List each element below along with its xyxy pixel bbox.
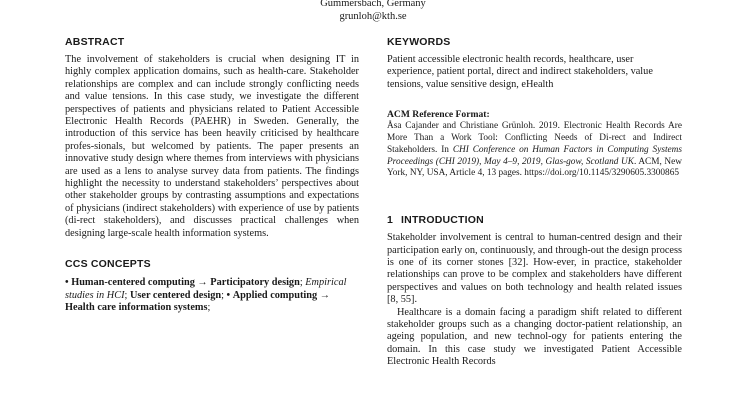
acm-reference-text [387, 121, 682, 180]
acm-reference-venue: CHI Conference on Human Factors in Computing Systems Proceedings (CHI 2019), May 4–9, 2019, Glas-gow, Scotland UK [387, 144, 682, 167]
ccs-bullet: • [226, 289, 231, 301]
ccs-arrow: → [319, 289, 331, 301]
abstract-heading: ABSTRACT [65, 36, 125, 48]
right-column [387, 36, 682, 369]
left-column [65, 36, 359, 314]
ccs-heading: CCS CONCEPTS [65, 258, 151, 271]
ccs-term: Empirical studies in HCI [65, 277, 347, 301]
ccs-term: User centered design [129, 289, 222, 301]
section-title: INTRODUCTION [401, 214, 484, 227]
ccs-arrow: → [197, 277, 208, 289]
ccs-bullet: • [65, 277, 69, 289]
ccs-separator: ; [221, 289, 224, 301]
keywords-text: Patient accessible electronic health records, healthcare, user experience, patient portal, direct and indirect stakeholders, value tensions, value sensitive design, eHealth [387, 54, 653, 90]
introduction-paragraph: Healthcare is a domain facing a paradigm shift related to different stakeholder groups such as a changing doctor-patient relationship, an ageing population, and new technol-ogy for patients entering the domain. In this case study we investigated Patient Accessible Electronic Health Records [387, 306, 682, 368]
ccs-term: Health care information systems [65, 301, 208, 313]
ccs-separator: ; [299, 277, 303, 289]
affiliation-city: Gummersbach, Germany [320, 0, 426, 9]
ccs-term: Human-centered computing [71, 277, 195, 289]
introduction-paragraph: Stakeholder involvement is central to human-centred design and their participation early on, continuously, and through-out the design process is one of its corner stones [32]. How-ever, in practice, stakeholder relationships can prove to be complex and stakeholders have different perspectives and values on both technology and health related issues [8, 55]. [387, 232, 683, 306]
keywords-heading: KEYWORDS [387, 36, 451, 48]
author-email: grunloh@kth.se [339, 11, 407, 22]
acm-reference-authors: Åsa Cajander and Christiane Grünloh. 2019. Electronic Health Records Are More Than a Work Tool: Conflicting Needs of Di-rect and Indirect Stakeholders. In [387, 121, 682, 155]
ccs-term: Participatory design [210, 277, 300, 289]
ccs-term: Applied computing [232, 289, 318, 301]
ccs-concepts [65, 277, 359, 314]
ccs-separator: ; [207, 301, 211, 313]
acm-reference-rest: . ACM, New York, NY, USA, Article 4, 13 pages. https://doi.org/10.1145/3290605.3300865 [387, 156, 682, 179]
introduction-heading [387, 214, 682, 227]
acm-reference-heading: ACM Reference Format: [387, 109, 490, 121]
ccs-separator: ; [124, 289, 128, 301]
section-number: 1 [387, 214, 394, 227]
abstract-text: The involvement of stakeholders is crucial when designing IT in highly complex application domains, such as health-care. Stakeholder relationships are complex and can include strongly conflicting needs and value tensions. In this case study, we investigate the different perspectives of patients and physicians related to Patient Accessible Electronic Health Records (PAEHR) in Sweden. Generally, the introduction of this service has been heavily criticised by healthcare profes-sionals, but welcomed by patients. The paper presents an innovative study design where themes from interviews with physicians are used as a lens to analyse survey data from patients. The findings highlight the necessity to understand stakeholders’ perspectives about other stakeholder groups by contrasting assumptions and expectations of physicians (indirect stakeholders) with experience of use by patients (di-rect stakeholders), and discusses practical challenges when designing large-scale health information systems. [65, 54, 359, 239]
